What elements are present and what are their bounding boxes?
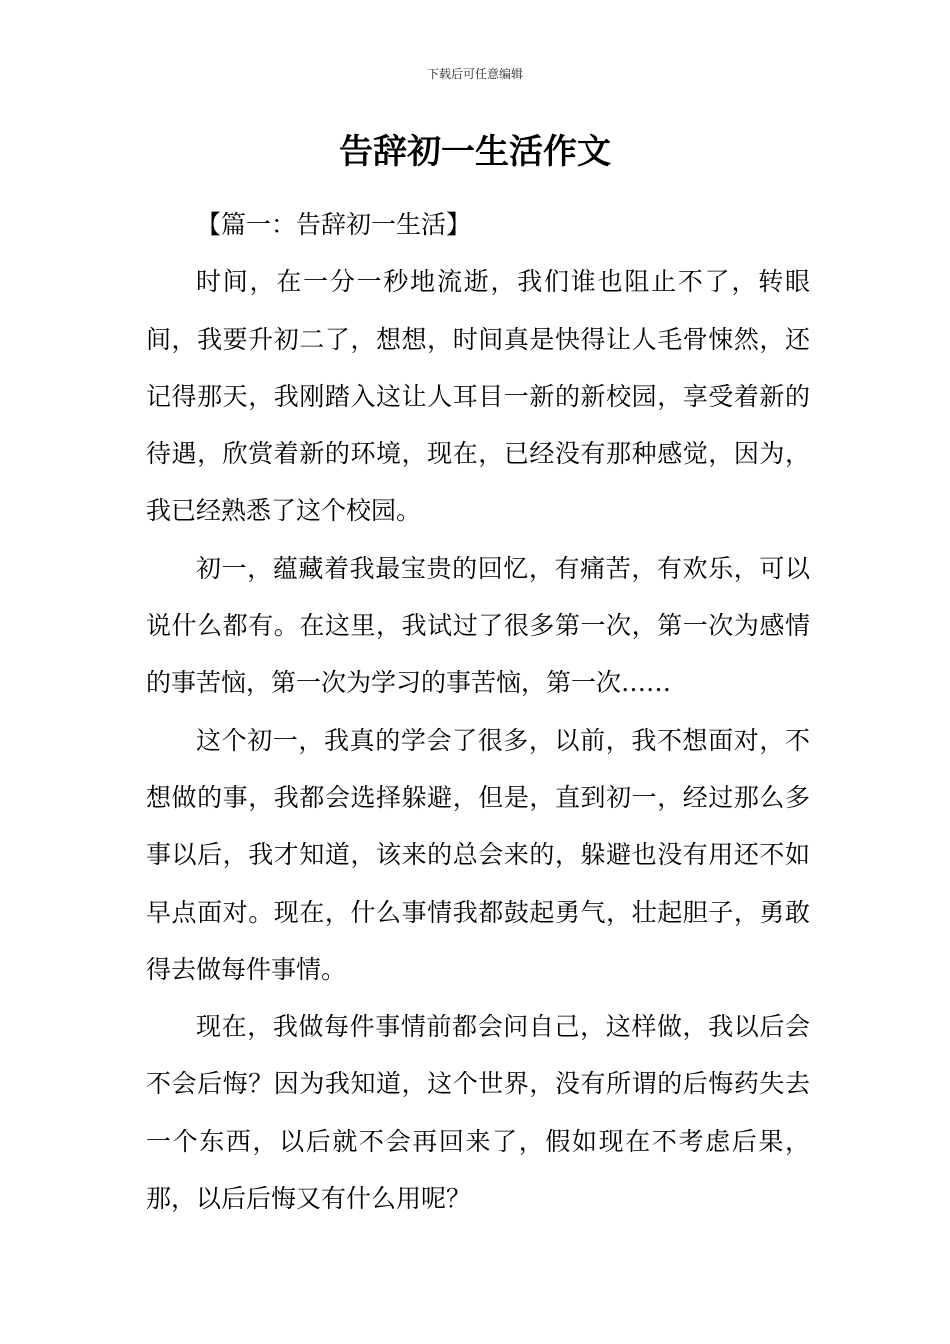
document-title: 告辞初一生活作文 (339, 132, 611, 172)
section-heading: 【篇一：告辞初一生活】 (196, 210, 472, 239)
header-note: 下载后可任意编辑 (426, 67, 523, 81)
paragraph-3: 这个初一，我真的学会了很多，以前，我不想面对，不想做的事，我都会选择躲避，但是，直到初一，经过那么多事以后，我才知道，该来的总会来的，躲避也没有用还不如早点面对。现在，什么事情我都鼓起勇气，壮起胆子，勇敢得去做每件事情。 (146, 725, 810, 984)
paragraph-1: 时间，在一分一秒地流逝，我们谁也阻止不了，转眼间，我要升初二了，想想，时间真是快得让人毛骨悚然，还记得那天，我刚踏入这让人耳目一新的新校园，享受着新的待遇，欣赏着新的环境，现在，已经没有那种感觉，因为，我已经熟悉了这个校园。 (146, 267, 810, 526)
document-body (146, 196, 810, 1227)
paragraph-4: 现在，我做每件事情前都会问自己，这样做，我以后会不会后悔？因为我知道，这个世界，没有所谓的后悔药失去一个东西，以后就不会再回来了，假如现在不考虑后果，那，以后后悔又有什么用呢？ (146, 1012, 810, 1214)
paragraph-2: 初一，蕴藏着我最宝贵的回忆，有痛苦，有欢乐，可以说什么都有。在这里，我试过了很多第一次，第一次为感情的事苦恼，第一次为学习的事苦恼，第一次…… (146, 553, 810, 698)
